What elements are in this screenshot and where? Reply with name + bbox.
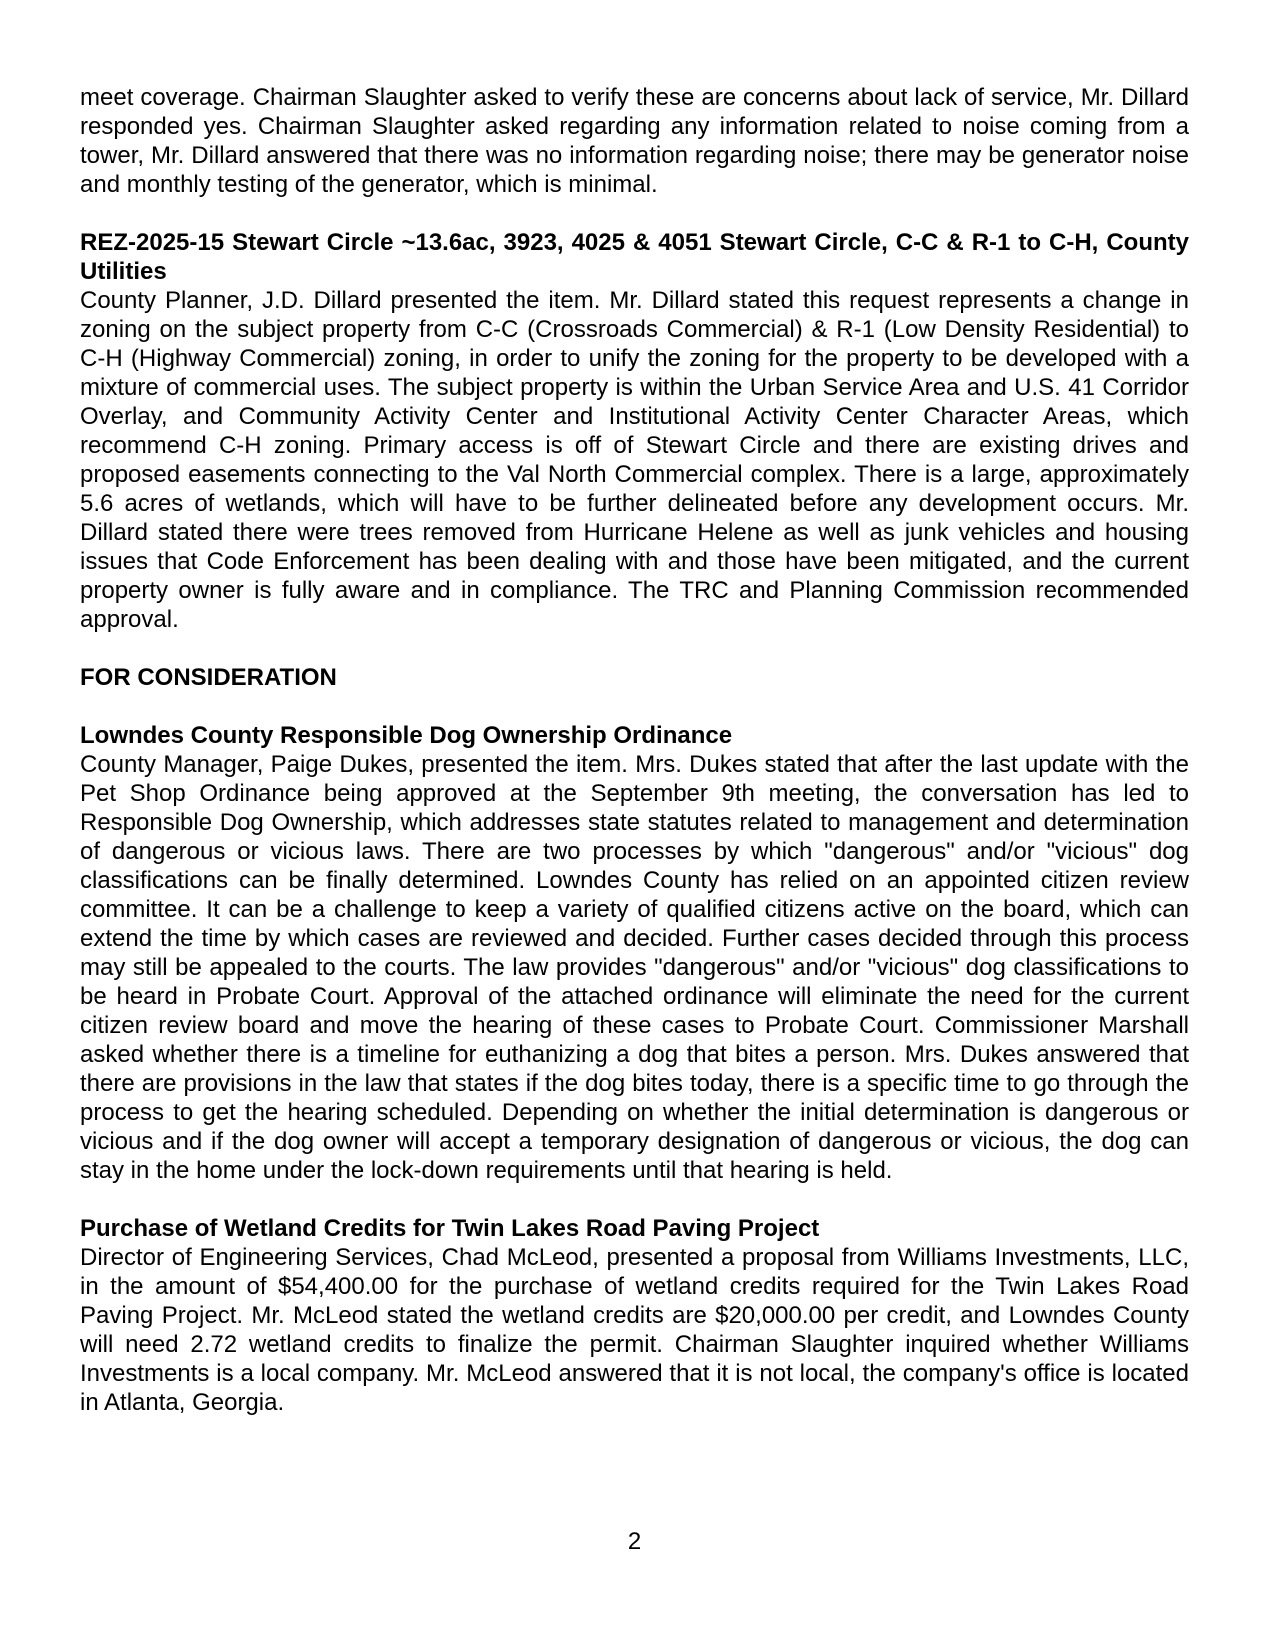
paragraph-dog-ownership-ordinance: County Manager, Paige Dukes, presented the item. Mrs. Dukes stated that after the last update with the Pet Shop Ordinance being approved at the September 9th meeting, the conversation has led to Responsible Dog Ownership, which addresses state statutes related to management and determination of dangerous or vicious laws. There are two processes by which "dangerous" and/or "vicious" dog classifications can be finally determined. Lowndes County has relied on an appointed citizen review committee. It can be a challenge to keep a variety of qualified citizens active on the board, which can extend the time by which cases are reviewed and decided. Further cases decided through this process may still be appealed to the courts. The law provides "dangerous" and/or "vicious" dog classifications to be heard in Probate Court. Approval of the attached ordinance will eliminate the need for the current citizen review board and move the hearing of these cases to Probate Court. Commissioner Marshall asked whether there is a timeline for euthanizing a dog that bites a person. Mrs. Dukes answered that there are provisions in the law that states if the dog bites today, there is a specific time to go through the process to get the hearing scheduled. Depending on whether the initial determination is dangerous or vicious and if the dog owner will accept a temporary designation of dangerous or vicious, the dog can stay in the home under the lock-down requirements until that hearing is held. [80,751,1189,1184]
heading-dog-ownership-ordinance: Lowndes County Responsible Dog Ownership Ordinance [80,722,733,749]
heading-for-consideration: FOR CONSIDERATION [80,664,337,691]
heading-rez-2025-15-stewart-circle: REZ-2025-15 Stewart Circle ~13.6ac, 3923, 4025 & 4051 Stewart Circle, C-C & R-1 to C-H, County Utilities [80,229,1189,285]
page-number: 2 [627,1528,642,1555]
paragraph-wetland-credits-purchase: Director of Engineering Services, Chad McLeod, presented a proposal from Williams Investments, LLC, in the amount of $54,400.00 for the purchase of wetland credits required for the Twin Lakes Road Paving Project. Mr. McLeod stated the wetland credits are $20,000.00 per credit, and Lowndes County will need 2.72 wetland credits to finalize the permit. Chairman Slaughter inquired whether Williams Investments is a local company. Mr. McLeod answered that it is not local, the company's office is located in Atlanta, Georgia. [80,1244,1189,1416]
heading-wetland-credits-purchase: Purchase of Wetland Credits for Twin Lakes Road Paving Project [80,1215,820,1242]
paragraph-tower-coverage: meet coverage. Chairman Slaughter asked to verify these are concerns about lack of service, Mr. Dillard responded yes. Chairman Slaughter asked regarding any information related to noise coming from a tower, Mr. Dillard answered that there was no information regarding noise; there may be generator noise and monthly testing of the generator, which is minimal. [80,84,1189,198]
paragraph-rez-2025-15-stewart-circle: County Planner, J.D. Dillard presented the item. Mr. Dillard stated this request represents a change in zoning on the subject property from C-C (Crossroads Commercial) & R-1 (Low Density Residential) to C-H (Highway Commercial) zoning, in order to unify the zoning for the property to be developed with a mixture of commercial uses. The subject property is within the Urban Service Area and U.S. 41 Corridor Overlay, and Community Activity Center and Institutional Activity Center Character Areas, which recommend C-H zoning. Primary access is off of Stewart Circle and there are existing drives and proposed easements connecting to the Val North Commercial complex. There is a large, approximately 5.6 acres of wetlands, which will have to be further delineated before any development occurs. Mr. Dillard stated there were trees removed from Hurricane Helene as well as junk vehicles and housing issues that Code Enforcement has been dealing with and those have been mitigated, and the current property owner is fully aware and in compliance. The TRC and Planning Commission recommended approval. [80,287,1189,633]
